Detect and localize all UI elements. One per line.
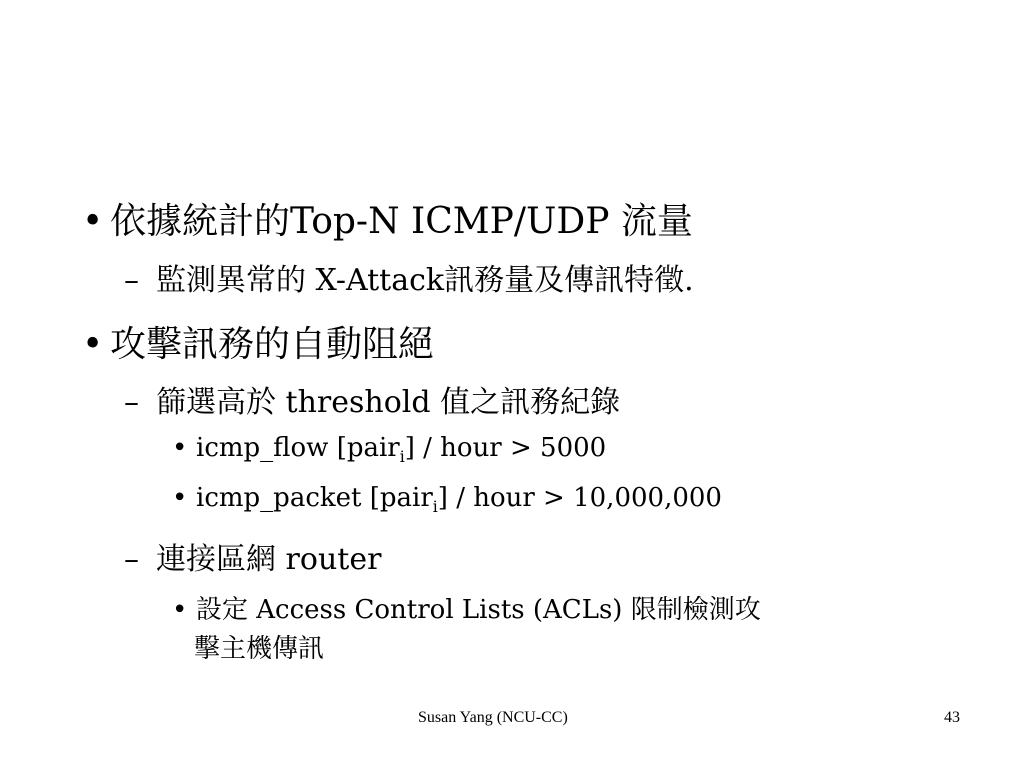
bullet-text-suffix: ] / hour > 10,000,000 [437, 483, 722, 513]
bullet-dash-icon: – [124, 263, 139, 298]
subscript: i [399, 448, 405, 467]
page-number: 43 [944, 709, 960, 726]
bullet-dot-icon: • [82, 324, 104, 365]
bullet-level1-topn-traffic [82, 193, 693, 244]
bullet-text-prefix: icmp_flow [pair [196, 433, 400, 463]
bullet-text-suffix: ] / hour > 5000 [404, 433, 607, 463]
bullet-dash-icon: – [124, 542, 139, 577]
bullet-level2-monitor-anomaly [124, 255, 694, 299]
bullet-dash-icon: – [124, 385, 139, 420]
bullet-level3-acl-continuation [194, 628, 324, 665]
bullet-dot-icon: • [172, 483, 188, 513]
bullet-dot-icon: • [172, 595, 188, 625]
bullet-level1-auto-block [82, 316, 434, 367]
bullet-text-prefix: icmp_packet [pair [196, 483, 433, 513]
bullet-text: 連接區網 router [156, 542, 382, 577]
bullet-level3-acl [172, 589, 761, 626]
bullet-dot-icon: • [82, 201, 104, 242]
bullet-text: 篩選高於 threshold 值之訊務紀錄 [156, 385, 621, 420]
subscript: i [432, 498, 438, 517]
bullet-level2-connect-router [124, 534, 381, 578]
bullet-level2-threshold-filter [124, 377, 620, 421]
bullet-text: 設定 Access Control Lists (ACLs) 限制檢測攻 [196, 595, 761, 625]
bullet-text: 攻擊訊務的自動阻絕 [110, 324, 435, 365]
bullet-text: 依據統計的Top-N ICMP/UDP 流量 [110, 201, 693, 242]
bullet-level3-icmp-flow [172, 433, 607, 467]
bullet-text-continuation: 擊主機傳訊 [194, 634, 325, 664]
footer-author: Susan Yang (NCU-CC) [418, 709, 568, 726]
bullet-dot-icon: • [172, 433, 188, 463]
bullet-level3-icmp-packet [172, 483, 722, 517]
bullet-text: 監測異常的 X-Attack訊務量及傳訊特徵. [156, 263, 694, 298]
